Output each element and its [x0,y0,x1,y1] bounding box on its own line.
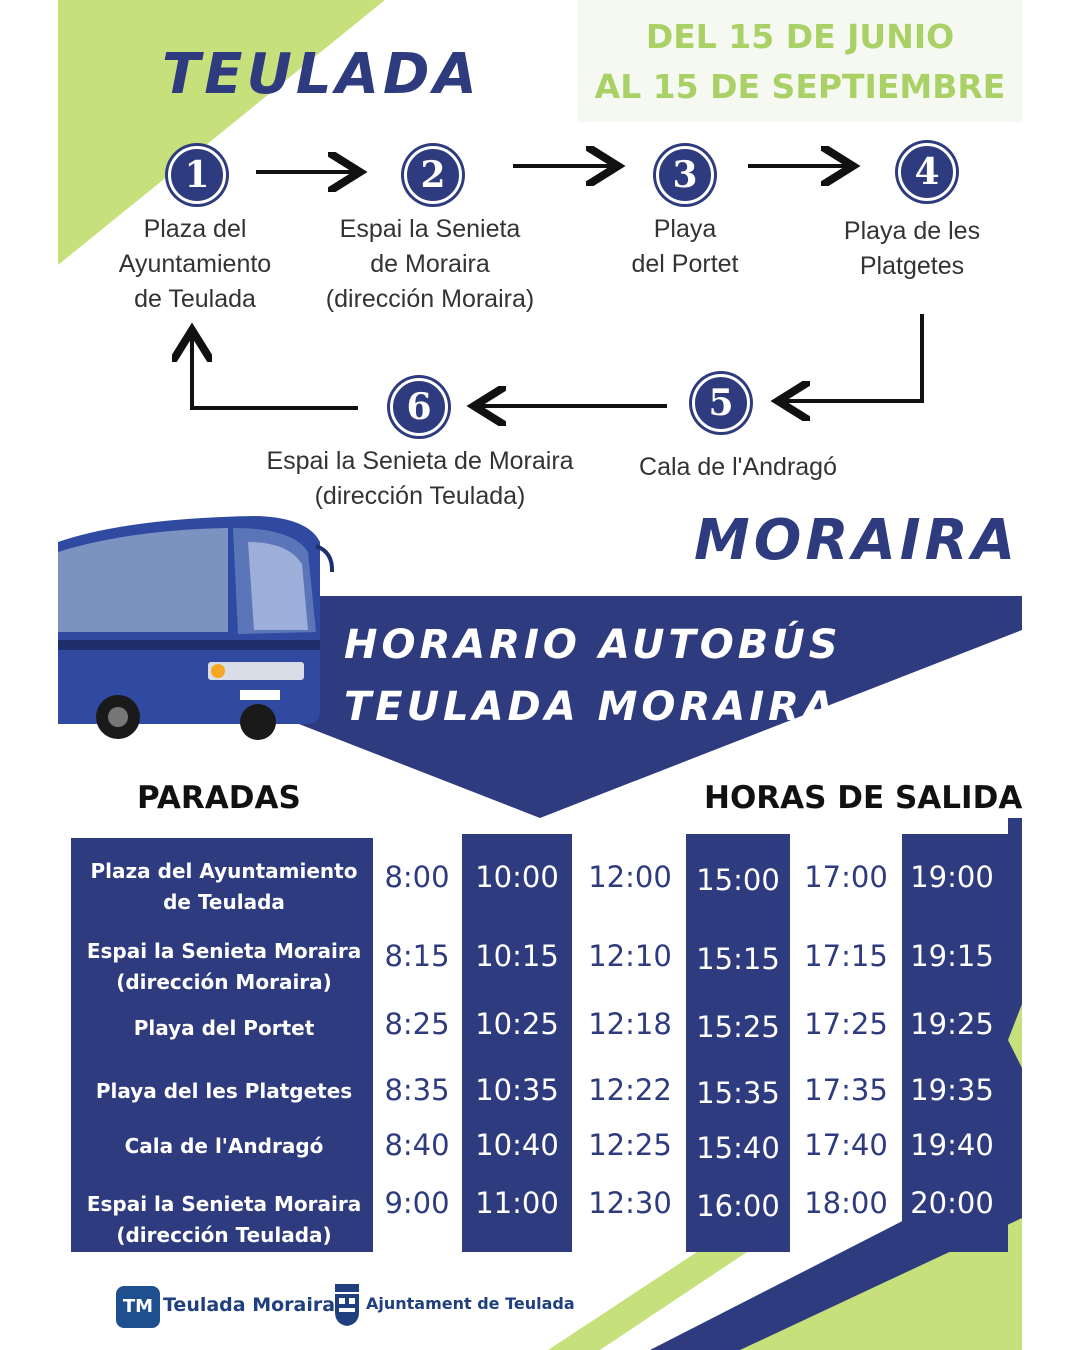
stop-name-line: Playa del les Platgetes [95,1079,353,1103]
time-cell: 19:40 [910,1128,994,1162]
time-cell: 15:15 [696,942,780,976]
stop-label-line: Espai la Senieta de Moraira [266,447,574,475]
stop-label-1 [95,212,295,317]
time-cell: 15:35 [696,1076,780,1110]
time-cell: 15:00 [696,863,780,897]
stop-name-line: de Teulada [163,890,285,914]
time-cell: 19:00 [910,860,994,894]
teulada-moraira-logo-text: Teulada Moraira [163,1294,336,1316]
arrow-left-icon [782,314,922,401]
stops-header: PARADAS [137,780,301,816]
stop-label-line: Cala de l'Andragó [639,453,837,481]
time-cell: 8:35 [384,1073,450,1107]
time-cell: 19:25 [910,1007,994,1041]
stop-label-line: del Portet [631,250,739,278]
time-cell: 17:35 [804,1073,888,1107]
stop-name-line: (dirección Moraira) [116,970,332,994]
time-cell: 17:25 [804,1007,888,1041]
arrow-up-icon [192,334,358,408]
time-cell: 9:00 [384,1186,450,1220]
stop-label-line: Espai la Senieta [339,215,521,243]
town-title-moraira: MORAIRA [694,508,1020,573]
time-cell: 8:25 [384,1007,450,1041]
stop-label-6 [250,444,590,514]
time-cell: 10:35 [475,1073,559,1107]
time-cell: 10:40 [475,1128,559,1162]
schedule-stop-5 [78,1131,370,1162]
schedule-banner-title [344,614,842,738]
time-cell: 17:40 [804,1128,888,1162]
stop-label-5 [628,450,848,485]
time-cell: 11:00 [475,1186,559,1220]
time-cell: 12:00 [588,860,672,894]
stop-label-line: Ayuntamiento [118,250,272,278]
banner-line-2: TEULADA MORAIRA [344,684,838,730]
stop-number-4: 4 [898,143,956,201]
time-cell: 19:35 [910,1073,994,1107]
time-cell: 10:00 [475,860,559,894]
stop-number-3: 3 [656,146,714,204]
stop-name-line: Playa del Portet [133,1016,315,1040]
stop-number-6: 6 [390,378,448,436]
time-cell: 18:00 [804,1186,888,1220]
stop-label-line: de Teulada [134,285,256,313]
times-header: HORAS DE SALIDA [704,780,1023,816]
stop-number-5: 5 [692,374,750,432]
bus-illustration [58,512,348,742]
schedule-stop-6 [78,1189,370,1251]
time-cell: 8:40 [384,1128,450,1162]
stop-label-4 [822,214,1002,284]
schedule-stop-3 [78,1013,370,1044]
time-cell: 8:15 [384,939,450,973]
banner-line-1: HORARIO AUTOBÚS [344,622,842,668]
time-cell: 10:15 [475,939,559,973]
schedule-stop-2 [78,936,370,998]
stop-name-line: Espai la Senieta Moraira [86,1192,362,1216]
stop-label-line: de Moraira [370,250,490,278]
time-cell: 15:40 [696,1131,780,1165]
time-cell: 8:00 [384,860,450,894]
stop-label-line: Plaza del [143,215,247,243]
ajuntament-logo-text: Ajuntament de Teulada [366,1294,575,1313]
stop-name-line: Plaza del Ayuntamiento [90,859,358,883]
stop-name-line: Espai la Senieta Moraira [86,939,362,963]
time-cell: 17:15 [804,939,888,973]
time-cell: 17:00 [804,860,888,894]
date-line-1: DEL 15 DE JUNIO [645,17,955,56]
date-line-2: AL 15 DE SEPTIEMBRE [594,67,1006,106]
time-cell: 20:00 [910,1186,994,1220]
time-cell: 15:25 [696,1010,780,1044]
crest-icon [332,1282,362,1328]
town-title-teulada: TEULADA [162,42,481,107]
stop-number-2: 2 [404,146,462,204]
teulada-moraira-logo-badge: TM [116,1286,160,1328]
schedule-stop-1 [78,856,370,918]
stop-label-line: Platgetes [859,252,965,280]
stop-label-line: (dirección Teulada) [314,482,526,510]
stop-name-line: (dirección Teulada) [116,1223,332,1247]
time-cell: 12:22 [588,1073,672,1107]
time-cell: 10:25 [475,1007,559,1041]
stop-label-2 [310,212,550,317]
time-cell: 12:10 [588,939,672,973]
stop-label-3 [600,212,770,282]
time-cell: 12:25 [588,1128,672,1162]
stop-label-line: (dirección Moraira) [325,285,535,313]
schedule-stop-4 [78,1076,370,1107]
stop-label-line: Playa [653,215,717,243]
stop-number-1: 1 [168,146,226,204]
stop-label-line: Playa de les [843,217,981,245]
time-cell: 16:00 [696,1189,780,1223]
time-cell: 12:18 [588,1007,672,1041]
time-cell: 19:15 [910,939,994,973]
time-cell: 12:30 [588,1186,672,1220]
stop-name-line: Cala de l'Andragó [124,1134,324,1158]
